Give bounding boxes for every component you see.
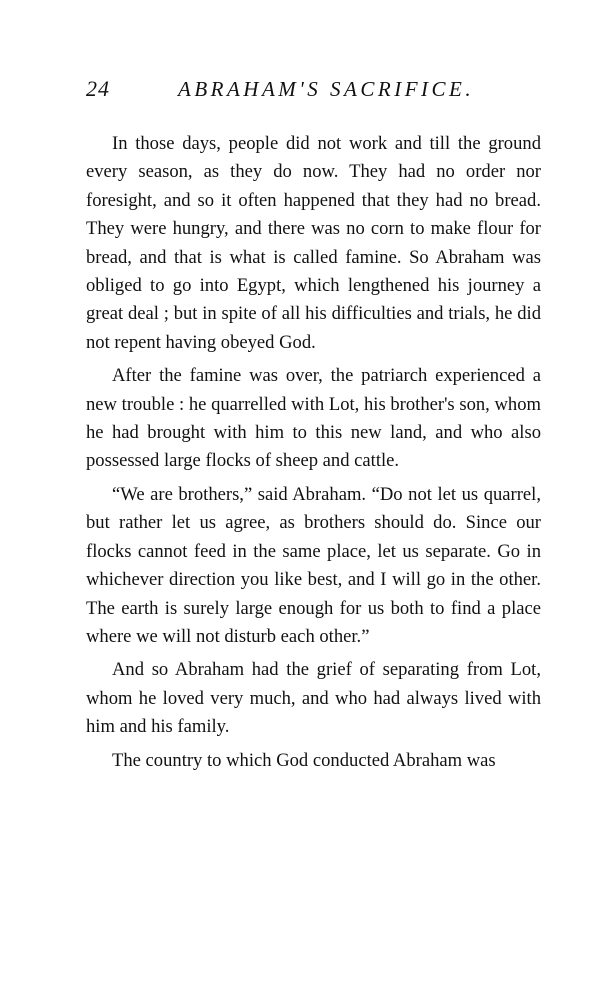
body-text bbox=[86, 130, 541, 780]
page-header bbox=[86, 72, 540, 106]
paragraph-separation: And so Abraham had the grief of separating from Lot, whom he loved very much, and who had always lived with him and his family. bbox=[86, 659, 541, 738]
paragraph-famine: In those days, people did not work and till the ground every season, as they do now. They had no order nor foresight, and so it often happened that they had no bread. They were hungry, and there was no corn to make flour for bread, and that is what is called famine. So Abraham was obliged to go into Egypt, which lengthened his journey a great deal ; but in spite of all his difficulties and trials, he did not repent having obeyed God. bbox=[86, 133, 541, 353]
page-number: 24 bbox=[86, 76, 110, 101]
paragraph-abraham-speech: “We are brothers,” said Abraham. “Do not let us quarrel, but rather let us agree, as brothers should do. Since our flocks cannot feed in the same place, let us separate. Go in whichever direction you like best, and I will go in the other. The earth is surely large enough for us both to find a place where we will not disturb each other.” bbox=[86, 483, 541, 647]
paragraph-country: The country to which God conducted Abraham was bbox=[112, 749, 496, 771]
running-title: ABRAHAM'S SACRIFICE. bbox=[178, 77, 475, 101]
paragraph-quarrel: After the famine was over, the patriarch experienced a new trouble : he quarrelled with Lot, his brother's son, whom he had brought with him to this new land, and who also possessed large flocks of sheep and cattle. bbox=[86, 365, 541, 472]
